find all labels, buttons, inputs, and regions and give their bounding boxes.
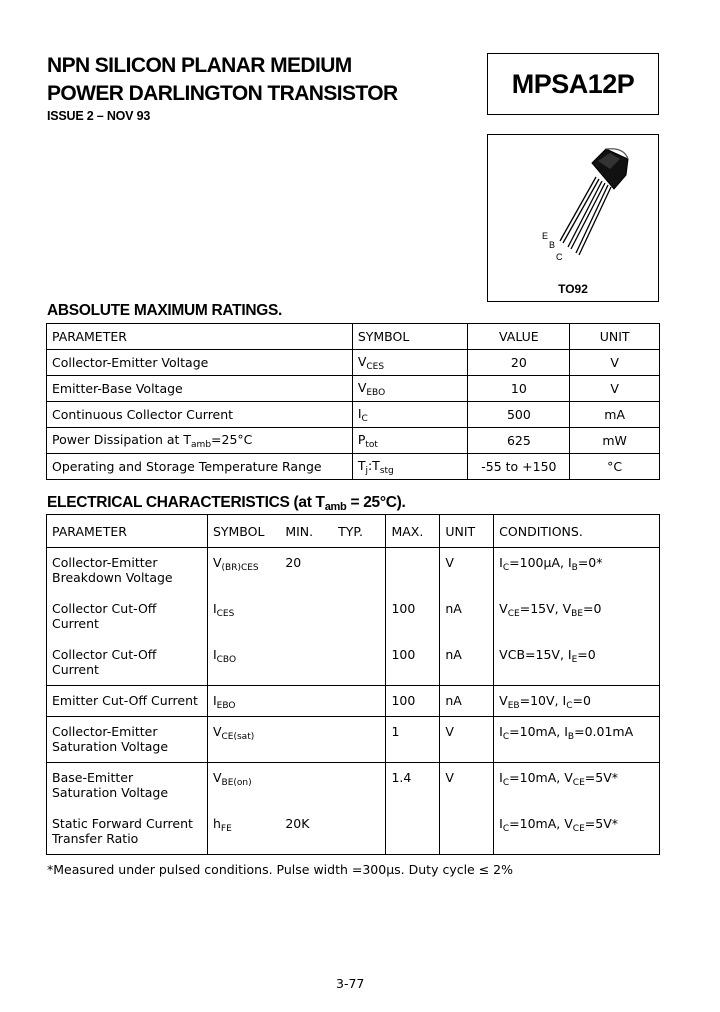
max-cell: 100 — [386, 686, 440, 717]
header-typ: TYP. — [333, 515, 386, 548]
symbol-cell: $I_{CBO}$ — [207, 640, 280, 686]
unit-cell: mA — [570, 402, 660, 428]
unit-cell — [440, 809, 494, 855]
param-cell: Power Dissipation at $T_{amb}=25^\circ C$ — [47, 428, 353, 454]
conditions-cell: $I_C=100\mu A$, $I_B=0*$ — [494, 548, 660, 594]
unit-cell: V — [440, 548, 494, 594]
header-min: MIN. — [280, 515, 333, 548]
unit-cell: nA — [440, 640, 494, 686]
table-row — [47, 350, 660, 376]
part-number: MPSA12P — [511, 68, 635, 99]
max-cell: 100 — [386, 640, 440, 686]
unit-cell: V — [570, 350, 660, 376]
title-line-2: POWER DARLINGTON TRANSISTOR — [47, 82, 398, 105]
conditions-cell: $I_C=10mA$, $V_{CE}=5V*$ — [494, 763, 660, 809]
unit-cell: nA — [440, 594, 494, 640]
value-cell: 20 — [468, 350, 570, 376]
symbol-cell: $P_{tot}$ — [352, 428, 468, 454]
typ-cell — [333, 548, 386, 594]
typ-cell — [333, 717, 386, 763]
header-conditions: CONDITIONS. — [494, 515, 660, 548]
typ-cell — [333, 686, 386, 717]
param-cell: Collector-Emitter Breakdown Voltage — [52, 555, 173, 585]
conditions-cell: $V_{EB}=10V$, $I_C=0$ — [494, 686, 660, 717]
table-row — [47, 763, 660, 809]
param-cell: Collector-Emitter Saturation Voltage — [47, 717, 208, 763]
header-parameter: PARAMETER — [47, 324, 353, 350]
abs-max-heading: ABSOLUTE MAXIMUM RATINGS. — [47, 302, 283, 319]
param-cell: Operating and Storage Temperature Range — [47, 454, 353, 480]
symbol-cell: $h_{FE}$ — [207, 809, 280, 855]
value-cell: 500 — [468, 402, 570, 428]
header-symbol: SYMBOL — [352, 324, 468, 350]
issue-line: ISSUE 2 – NOV 93 — [47, 109, 151, 123]
table-row — [47, 376, 660, 402]
conditions-cell: $I_C=10mA$, $V_{CE}=5V*$ — [494, 809, 660, 855]
elec-heading: ELECTRICAL CHARACTERISTICS (at $T_{amb} = 25^\circ C$). — [47, 494, 406, 513]
param-cell: Collector-Emitter Voltage — [47, 350, 353, 376]
table-header-row — [47, 515, 660, 548]
max-cell: 100 — [386, 594, 440, 640]
table-row — [47, 548, 660, 594]
pin-label-b: B — [549, 240, 556, 250]
max-cell — [386, 548, 440, 594]
min-cell — [280, 594, 333, 640]
min-cell — [280, 640, 333, 686]
package-label: TO92 — [558, 282, 588, 296]
title-line-1: NPN SILICON PLANAR MEDIUM — [47, 54, 352, 77]
symbol-cell: $V_{CE(sat)}$ — [207, 717, 280, 763]
max-cell — [386, 809, 440, 855]
symbol-cell: $V_{BE(on)}$ — [207, 763, 280, 809]
unit-cell: V — [440, 763, 494, 809]
header-unit: UNIT — [570, 324, 660, 350]
param-cell: Emitter Cut-Off Current — [47, 686, 208, 717]
unit-cell: mW — [570, 428, 660, 454]
to92-package-drawing — [488, 135, 660, 303]
typ-cell — [333, 640, 386, 686]
param-cell: Continuous Collector Current — [47, 402, 353, 428]
min-cell: 20 — [285, 555, 302, 570]
param-cell: Collector Cut-Off Current — [47, 640, 208, 686]
symbol-cell: $V_{EBO}$ — [352, 376, 468, 402]
abs-max-table — [46, 323, 660, 480]
table-row — [47, 594, 660, 640]
value-cell: 10 — [468, 376, 570, 402]
table-row — [47, 454, 660, 480]
unit-cell: nA — [440, 686, 494, 717]
conditions-cell: VCB=15V, $I_E=0$ — [494, 640, 660, 686]
param-cell: Base-Emitter Saturation Voltage — [52, 770, 169, 800]
unit-cell: V — [440, 717, 494, 763]
symbol-cell: $I_{EBO}$ — [207, 686, 280, 717]
min-cell — [280, 686, 333, 717]
min-cell — [280, 763, 333, 809]
header-max: MAX. — [386, 515, 440, 548]
table-row — [47, 640, 660, 686]
table-row — [47, 717, 660, 763]
symbol-cell: $I_{CES}$ — [207, 594, 280, 640]
elec-char-table — [46, 514, 660, 855]
header-value: VALUE — [468, 324, 570, 350]
min-cell — [280, 717, 333, 763]
min-cell: 20K — [285, 815, 310, 831]
header-parameter: PARAMETER — [47, 515, 208, 548]
package-box — [487, 134, 659, 302]
typ-cell — [333, 594, 386, 640]
footnote: *Measured under pulsed conditions. Pulse width =300μs. Duty cycle ≤ 2% — [47, 862, 513, 877]
max-cell: 1.4 — [386, 763, 440, 809]
param-cell: Emitter-Base Voltage — [47, 376, 353, 402]
max-cell: 1 — [386, 717, 440, 763]
pin-label-c: C — [556, 252, 563, 262]
symbol-cell: $T_j:T_{stg}$ — [352, 454, 468, 480]
symbol-cell: $V_{(BR)CES}$ — [207, 548, 280, 594]
header-unit: UNIT — [440, 515, 494, 548]
table-row — [47, 402, 660, 428]
table-row — [47, 809, 660, 855]
value-cell: 625 — [468, 428, 570, 454]
conditions-cell: $I_C=10mA$, $I_B=0.01mA$ — [494, 717, 660, 763]
typ-cell — [333, 763, 386, 809]
param-cell: Static Forward Current Transfer Ratio — [52, 815, 193, 846]
pin-label-e: E — [542, 231, 549, 241]
header-symbol: SYMBOL — [207, 515, 280, 548]
typ-cell — [333, 809, 386, 855]
part-number-box — [487, 53, 659, 115]
symbol-cell: $I_C$ — [352, 402, 468, 428]
value-cell: -55 to +150 — [468, 454, 570, 480]
conditions-cell: $V_{CE}=15V$, $V_{BE}=0$ — [494, 594, 660, 640]
table-header-row — [47, 324, 660, 350]
table-row — [47, 428, 660, 454]
symbol-cell: $V_{CES}$ — [352, 350, 468, 376]
unit-cell: V — [570, 376, 660, 402]
unit-cell: °C — [570, 454, 660, 480]
param-cell: Collector Cut-Off Current — [52, 600, 157, 631]
table-row — [47, 686, 660, 717]
page-number: 3-77 — [336, 976, 365, 991]
